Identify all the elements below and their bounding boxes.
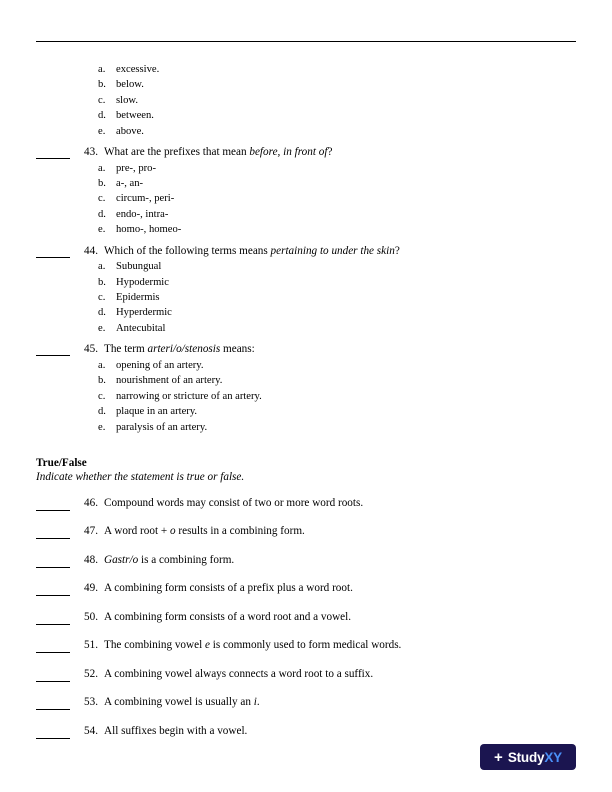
watermark-label <box>508 750 562 765</box>
answer-blank[interactable] <box>36 245 70 258</box>
question-stem-row <box>36 341 576 358</box>
choice-item <box>36 62 576 77</box>
question-text-post: ? <box>327 146 333 159</box>
question-text-post: means: <box>220 343 255 356</box>
question-text <box>104 243 576 260</box>
choice-item <box>36 321 576 336</box>
orphan-choice-block <box>36 62 576 139</box>
answer-blank[interactable] <box>36 583 70 596</box>
choice-letter: e. <box>98 421 106 433</box>
choice-letter: d. <box>98 406 106 418</box>
true-false-item <box>36 609 576 625</box>
choice-list <box>36 62 576 139</box>
question-text <box>104 580 576 596</box>
choice-text: narrowing or stricture of an artery. <box>116 390 262 402</box>
choice-letter: b. <box>98 178 106 190</box>
question-text-italic: pertaining to under the skin <box>270 244 395 257</box>
choice-item <box>36 358 576 373</box>
choice-list <box>36 259 576 336</box>
choice-list <box>36 358 576 435</box>
question-text-post: is a combining form. <box>138 553 235 566</box>
choice-text: endo-, intra- <box>116 208 169 220</box>
question-text <box>104 609 576 625</box>
answer-blank[interactable] <box>36 612 70 625</box>
question-text-pre: The combining vowel <box>104 639 205 652</box>
choice-item <box>36 275 576 290</box>
question-stem-row <box>36 144 576 161</box>
choice-letter: a. <box>98 359 106 371</box>
question-text-pre: The term <box>104 343 148 356</box>
choice-letter: b. <box>98 276 106 288</box>
choice-text: Hyperdermic <box>116 307 172 319</box>
choice-item <box>36 77 576 92</box>
true-false-item <box>36 580 576 596</box>
choice-letter: c. <box>98 94 106 106</box>
choice-text: a-, an- <box>116 178 144 190</box>
choice-list <box>36 161 576 238</box>
question-text-post: . <box>256 696 260 709</box>
answer-blank[interactable] <box>36 498 70 511</box>
question-44 <box>36 243 576 337</box>
choice-letter: e. <box>98 125 106 137</box>
question-text-italic: o <box>169 525 176 538</box>
question-text-post: is commonly used to form medical words. <box>209 639 402 652</box>
question-43 <box>36 144 576 238</box>
choice-item <box>36 124 576 139</box>
choice-letter: e. <box>98 224 106 236</box>
choice-text: Epidermis <box>116 292 160 304</box>
question-number: 46. <box>84 496 98 509</box>
answer-blank[interactable] <box>36 146 70 159</box>
choice-letter: a. <box>98 162 106 174</box>
answer-blank[interactable] <box>36 526 70 539</box>
choice-text: nourishment of an artery. <box>116 375 223 387</box>
choice-item <box>36 404 576 419</box>
answer-blank[interactable] <box>36 697 70 710</box>
choice-item <box>36 176 576 191</box>
choice-item <box>36 389 576 404</box>
watermark-name-primary: Study <box>507 749 545 765</box>
choice-item <box>36 108 576 123</box>
question-text <box>104 341 576 358</box>
question-text-post: ? <box>394 244 400 257</box>
choice-text: opening of an artery. <box>116 359 204 371</box>
answer-blank[interactable] <box>36 640 70 653</box>
plus-icon: + <box>494 748 503 766</box>
choice-item <box>36 191 576 206</box>
question-number: 52. <box>84 667 98 680</box>
answer-blank[interactable] <box>36 555 70 568</box>
question-number: 47. <box>84 525 98 538</box>
question-text-pre: A combining vowel is usually an <box>104 696 254 709</box>
choice-letter: d. <box>98 110 106 122</box>
choice-letter: d. <box>98 208 106 220</box>
true-false-item <box>36 495 576 511</box>
question-text <box>104 523 576 539</box>
question-text-pre: Which of the following terms means <box>104 244 271 257</box>
true-false-item <box>36 694 576 710</box>
choice-text: above. <box>116 125 144 137</box>
question-text-post: results in a combining form. <box>175 525 305 538</box>
section-title-true-false: True/False <box>36 456 87 469</box>
choice-letter: b. <box>98 375 106 387</box>
true-false-item <box>36 666 576 682</box>
choice-item <box>36 373 576 388</box>
choice-text: pre-, pro- <box>116 162 157 174</box>
question-text-pre: Compound words may consist of two or more word roots. <box>104 496 364 509</box>
choice-item <box>36 93 576 108</box>
question-number: 45. <box>84 343 98 356</box>
choice-item <box>36 161 576 176</box>
question-text-italic: e <box>204 639 210 652</box>
question-text-pre: All suffixes begin with a vowel. <box>104 724 248 737</box>
choice-text: excessive. <box>116 64 160 75</box>
choice-letter: a. <box>98 261 106 273</box>
choice-item <box>36 305 576 320</box>
question-text-pre: A word root + <box>104 525 170 538</box>
choice-item <box>36 259 576 274</box>
question-number: 51. <box>84 639 98 652</box>
choice-letter: a. <box>98 64 106 75</box>
choice-text: between. <box>116 110 154 122</box>
choice-letter: c. <box>98 193 106 205</box>
question-number: 49. <box>84 582 98 595</box>
choice-text: homo-, homeo- <box>116 224 182 236</box>
choice-text: slow. <box>116 94 138 106</box>
choice-text: circum-, peri- <box>116 193 175 205</box>
question-text <box>104 552 576 568</box>
question-45 <box>36 341 576 435</box>
question-text <box>104 495 576 511</box>
choice-text: Subungual <box>116 261 162 273</box>
true-false-item <box>36 552 576 568</box>
choice-letter: d. <box>98 307 106 319</box>
question-text-pre: What are the prefixes that mean <box>104 146 250 159</box>
answer-blank[interactable] <box>36 343 70 356</box>
question-text-pre: A combining form consists of a word root and a vowel. <box>104 610 352 623</box>
choice-item <box>36 420 576 435</box>
true-false-item <box>36 637 576 653</box>
choice-text: paralysis of an artery. <box>116 421 208 433</box>
question-number: 54. <box>84 724 98 737</box>
choice-letter: e. <box>98 322 106 334</box>
answer-blank[interactable] <box>36 669 70 682</box>
watermark-name-accent: XY <box>544 749 562 765</box>
question-text-pre: A combining vowel always connects a word root to a suffix. <box>104 667 374 680</box>
question-text-italic: i <box>253 696 257 709</box>
choice-item <box>36 207 576 222</box>
question-text <box>104 144 576 161</box>
choice-letter: c. <box>98 292 106 304</box>
true-false-item <box>36 523 576 539</box>
choice-text: below. <box>116 79 144 91</box>
choice-text: plaque in an artery. <box>116 406 198 418</box>
studyxy-watermark <box>480 744 576 770</box>
section-instruction: Indicate whether the statement is true or false. <box>36 470 245 483</box>
question-text <box>104 694 576 710</box>
true-false-item <box>36 723 576 739</box>
choice-item <box>36 222 576 237</box>
choice-letter: b. <box>98 79 106 91</box>
question-text <box>104 637 576 653</box>
choice-letter: c. <box>98 390 106 402</box>
question-number: 53. <box>84 696 98 709</box>
choice-text: Antecubital <box>116 322 166 334</box>
document-content <box>36 62 576 751</box>
question-text <box>104 723 576 739</box>
page-top-rule <box>36 41 576 42</box>
choice-text: Hypodermic <box>116 276 169 288</box>
question-text <box>104 666 576 682</box>
question-number: 48. <box>84 553 98 566</box>
answer-blank[interactable] <box>36 726 70 739</box>
question-number: 44. <box>84 244 98 257</box>
question-text-pre: A combining form consists of a prefix plus a word root. <box>104 582 353 595</box>
question-text-italic: before, in front of <box>249 146 328 159</box>
question-stem-row <box>36 243 576 260</box>
question-text-italic: Gastr/o <box>104 553 139 566</box>
question-number: 50. <box>84 610 98 623</box>
choice-item <box>36 290 576 305</box>
question-number: 43. <box>84 146 98 159</box>
question-text-italic: arteri/o/stenosis <box>147 343 221 356</box>
